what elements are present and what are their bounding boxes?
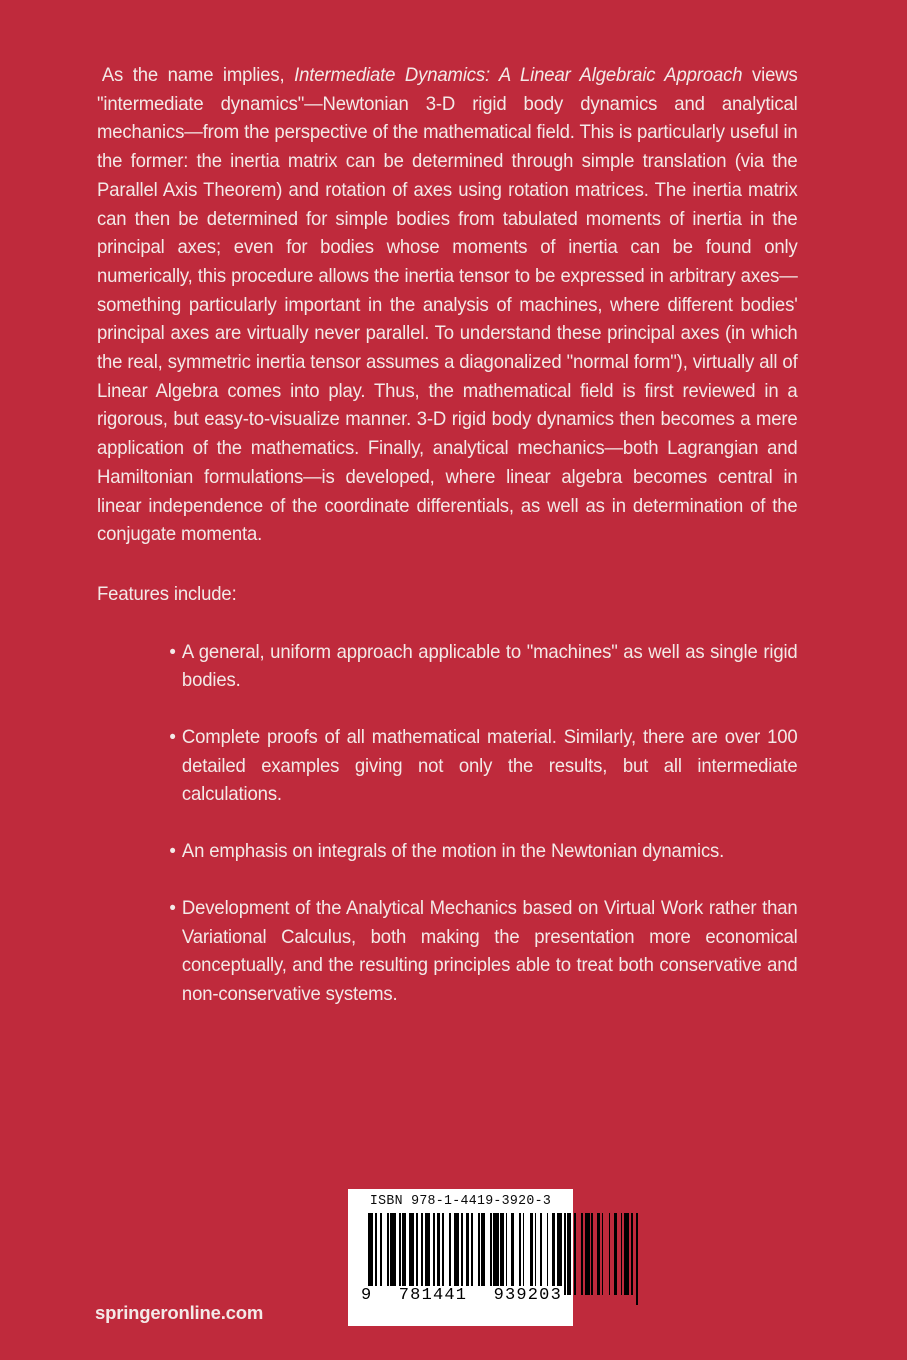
isbn-number: ISBN 978-1-4419-3920-3 bbox=[369, 1194, 552, 1209]
barcode-digits bbox=[358, 1286, 563, 1305]
bullet-icon: • bbox=[169, 727, 176, 749]
blurb-rest: views "intermediate dynamics"—Newtonian 3-D rigid body dynamics and analytical mechanics—from the perspective of the mathematical field. This is particularly useful in the former: the inertia matrix can be determined through simple translation (via the Parallel Axis Theorem) and rotation of axes using rotation matrices. The inertia matrix can then be determined for simple bodies from tabulated moments of inertia in the principal axes; even for bodies whose moments of inertia can be found only numerically, this procedure allows the inertia tensor to be expressed in arbitrary axes—something particularly important in the analysis of machines, where different bodies' principal axes are virtually never parallel. To understand these principal axes (in which the real, symmetric inertia tensor assumes a diagonalized "normal form"), virtually all of Linear Algebra comes into play. Thus, the mathematical field is first reviewed in a rigorous, but easy-to-visualize manner. 3-D rigid body dynamics then becomes a mere application of the mathematics. Finally, analytical mechanics—both Lagrangian and Hamiltonian formulations—is developed, where linear algebra becomes central in linear independence of the coordinate differentials, as well as in determination of the conjugate momenta. bbox=[97, 65, 798, 546]
bullet-icon: • bbox=[169, 897, 176, 919]
blurb-section bbox=[97, 62, 823, 1010]
features-label: Features include: bbox=[97, 583, 237, 605]
list-item-text: Development of the Analytical Mechanics based on Virtual Work rather than Variational Calculus, both making the presentation more economical conceptually, and the resulting principles able to treat both conservative and non-conservative systems. bbox=[181, 897, 798, 1005]
list-item bbox=[97, 639, 798, 696]
publisher-website: springeronline.com bbox=[95, 1302, 264, 1323]
book-title-italic: Intermediate Dynamics: A Linear Algebraic Approach bbox=[294, 65, 743, 86]
list-item bbox=[97, 838, 798, 867]
bullet-icon: • bbox=[169, 841, 176, 863]
barcode-digit-group: 781441 bbox=[398, 1286, 468, 1305]
barcode-digit-group: 9 bbox=[361, 1286, 373, 1305]
list-item bbox=[97, 895, 798, 1010]
blurb-lead: As the name implies, bbox=[101, 65, 295, 86]
list-item-text: A general, uniform approach applicable to "machines" as well as single rigid bodies. bbox=[181, 641, 798, 692]
bullet-icon: • bbox=[169, 641, 176, 663]
list-item-text: An emphasis on integrals of the motion in the Newtonian dynamics. bbox=[181, 841, 725, 863]
isbn-barcode-block bbox=[348, 1189, 573, 1326]
blurb-paragraph bbox=[97, 62, 798, 550]
barcode-bars bbox=[368, 1213, 553, 1295]
features-list bbox=[97, 639, 823, 1010]
list-item bbox=[97, 724, 798, 810]
list-item-text: Complete proofs of all mathematical material. Similarly, there are over 100 detailed examples giving not only the results, but all intermediate calculations. bbox=[181, 727, 798, 806]
barcode-digit-group: 939203 bbox=[493, 1286, 562, 1305]
